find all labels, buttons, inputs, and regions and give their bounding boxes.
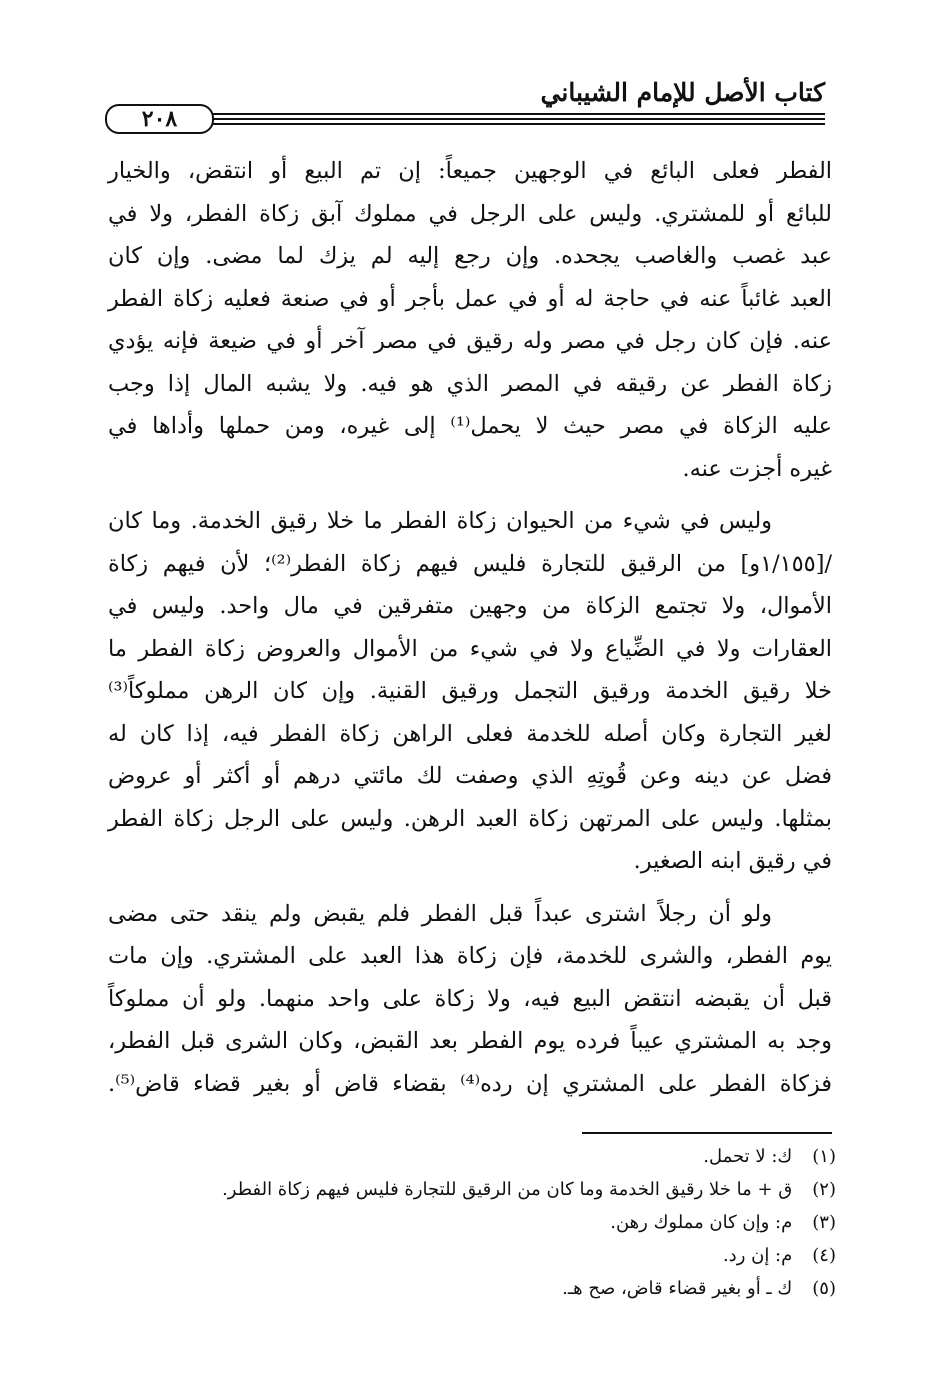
footnote (108, 1206, 836, 1239)
header-rule (213, 118, 825, 120)
footnote-number: (٥) (812, 1278, 836, 1299)
footnote-text: ق + ما خلا رقيق الخدمة وما كان من الرقيق للتجارة فليس فيهم زكاة الفطر. (222, 1179, 793, 1200)
text-line: فزكاة الفطر على المشتري إن رده⁽⁴⁾ بقضاء قاض أو بغير قضاء قاض⁽⁵⁾. (108, 1070, 832, 1097)
footnote (108, 1239, 836, 1272)
paragraph (108, 150, 832, 490)
footnote-text: ك: لا تحمل. (703, 1146, 793, 1167)
footnote-text: م: إن رد. (722, 1245, 793, 1266)
text-line: وجد به المشتري عيباً فرده يوم الفطر بعد القبض، وكان الشرى قبل الفطر، (108, 1028, 832, 1054)
footnote-text: ك ـ أو بغير قضاء قاض، صح هـ. (562, 1278, 793, 1299)
text-line: غيره أجزت عنه. (682, 455, 832, 482)
text-line: في رقيق ابنه الصغير. (633, 848, 832, 874)
text-line: ولو أن رجلاً اشترى عبداً قبل الفطر فلم يقبض ولم ينقد حتى مضى (108, 900, 772, 927)
text-line: خلا رقيق الخدمة ورقيق التجمل ورقيق القنية. وإن كان الرهن مملوكاً⁽³⁾ (108, 678, 832, 704)
text-line: زكاة الفطر عن رقيقه في المصر الذي هو فيه. ولا يشبه المال إذا وجب (108, 370, 832, 397)
text-line: الفطر فعلى البائع في الوجهين جميعاً: إن تم البيع أو انتقض، والخيار (108, 158, 832, 184)
footnote-text: م: وإن كان مملوك رهن. (610, 1212, 793, 1233)
text-line: يوم الفطر، والشرى للخدمة، فإن زكاة هذا العبد على المشتري. وإن مات (108, 943, 832, 969)
text-line: وليس في شيء من الحيوان زكاة الفطر ما خلا رقيق الخدمة. وما كان (108, 508, 772, 534)
text-line: فضل عن دينه وعن قُوتِهِ الذي وصفت لك مائتي درهم أو أكثر أو عروض (108, 763, 832, 789)
footnote-number: (٣) (812, 1212, 836, 1233)
text-line: بمثلها. وليس على المرتهن زكاة العبد الرهن. وليس على الرجل زكاة الفطر (108, 805, 832, 832)
text-line: الأموال، ولا تجتمع الزكاة من وجهين متفرقين في مال واحد. وليس في (108, 593, 832, 619)
footnote-number: (٤) (812, 1245, 836, 1266)
page-header (105, 70, 825, 132)
paragraph (108, 500, 832, 883)
footnote (108, 1173, 836, 1206)
paragraph (108, 893, 832, 1106)
page-number: ٢٠٨ (105, 104, 214, 134)
header-rule (213, 123, 825, 125)
footnote (108, 1272, 836, 1305)
text-line: /[١/١٥٥و] من الرقيق للتجارة فليس فيهم زكاة الفطر⁽²⁾؛ لأن فيهم زكاة (108, 550, 832, 577)
footnotes (108, 1140, 836, 1305)
text-line: لغير التجارة وكان أصله للخدمة فعلى الراهن زكاة الفطر فيه، إذا كان له (108, 720, 832, 747)
footnote-divider (582, 1132, 832, 1134)
text-line: العبد غائباً عنه في حاجة له أو في عمل بأجر أو في صنعة فعليه زكاة الفطر (108, 285, 832, 312)
text-line: للبائع أو للمشتري. وليس على الرجل في مملوك آبق زكاة الفطر، ولا في (108, 200, 832, 227)
footnote (108, 1140, 836, 1173)
book-title: كتاب الأصل للإمام الشيباني (540, 78, 825, 107)
text-line: عبد غصب والغاصب يجحده. وإن رجع إليه لم يزك لما مضى. وإن كان (108, 243, 832, 269)
text-line: قبل أن يقبضه انتقض البيع فيه، ولا زكاة على واحد منهما. ولو أن مملوكاً (108, 985, 832, 1012)
text-line: العقارات ولا في الضِّياع ولا في شيء من الأموال والعروض زكاة الفطر ما (108, 635, 832, 662)
footnote-number: (١) (812, 1146, 836, 1167)
header-rule (213, 113, 825, 115)
body-text (108, 150, 832, 1105)
text-line: عنه. فإن كان رجل في مصر وله رقيق في مصر آخر أو في ضيعة فإنه يؤدي (108, 328, 832, 354)
text-line: عليه الزكاة في مصر حيث لا يحمل⁽¹⁾ إلى غيره، ومن حملها وأداها في (108, 413, 832, 439)
footnote-number: (٢) (812, 1179, 836, 1200)
